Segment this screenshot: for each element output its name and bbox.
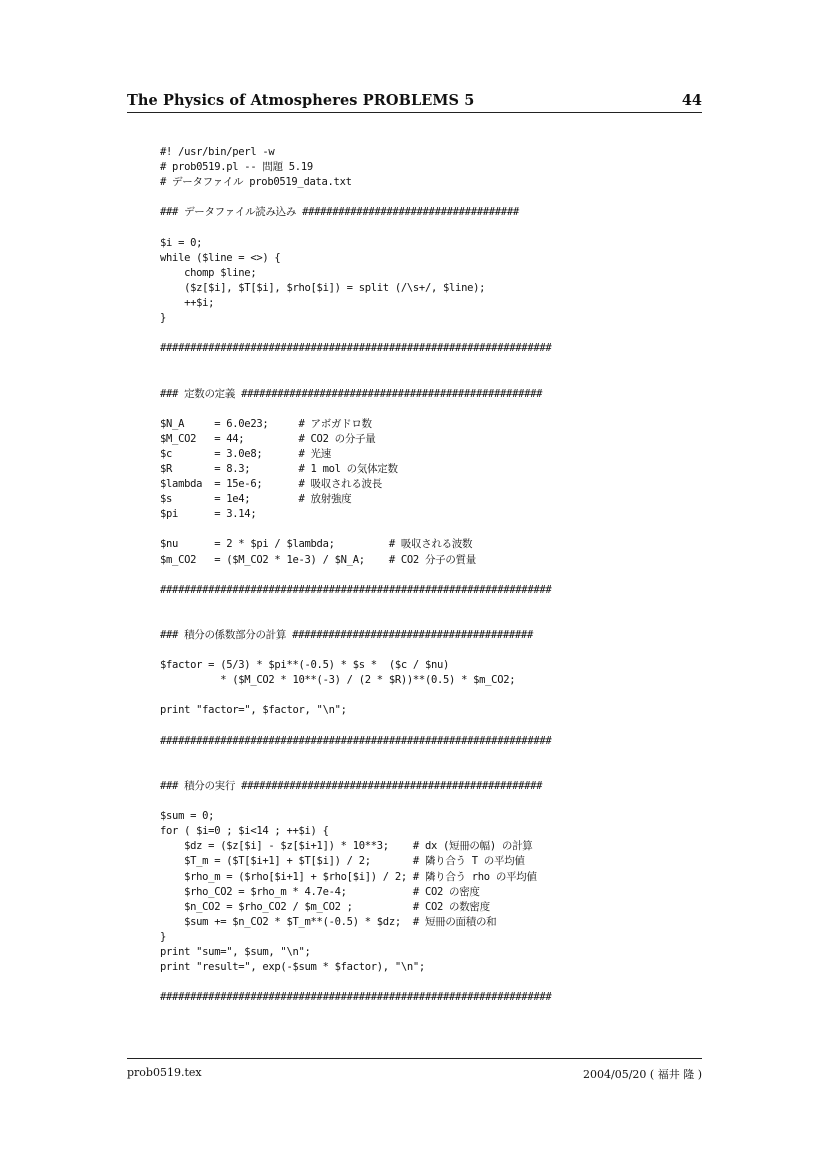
page-footer bbox=[127, 1058, 702, 1083]
code-line bbox=[160, 220, 551, 235]
code-line: # prob0519.pl -- 問題 5.19 bbox=[160, 161, 313, 174]
code-line bbox=[160, 688, 551, 703]
code-line: $m_CO2 = ($M_CO2 * 1e-3) / $N_A; # CO2 分子の質量 bbox=[160, 553, 476, 566]
code-line: $rho_CO2 = $rho_m * 4.7e-4; # CO2 の密度 bbox=[160, 885, 480, 898]
code-line: ### データファイル読み込み #################################### bbox=[160, 206, 519, 219]
code-line: print "result=", exp(-$sum * $factor), "\n"; bbox=[160, 961, 425, 974]
code-line: ### 積分の実行 ################################################## bbox=[160, 779, 543, 792]
code-line: $sum += $n_CO2 * $T_m**(-0.5) * $dz; # 短冊の面積の和 bbox=[160, 915, 497, 928]
code-line bbox=[160, 356, 551, 371]
perl-code-listing bbox=[160, 145, 551, 1005]
code-line: $i = 0; bbox=[160, 236, 203, 249]
code-line: ++$i; bbox=[160, 296, 215, 309]
code-line bbox=[160, 326, 551, 341]
code-line: while ($line = <>) { bbox=[160, 251, 281, 264]
code-line bbox=[160, 371, 551, 386]
code-line: ($z[$i], $T[$i], $rho[$i]) = split (/\s+/, $line); bbox=[160, 281, 486, 294]
code-line: print "factor=", $factor, "\n"; bbox=[160, 704, 347, 717]
code-line bbox=[160, 764, 551, 779]
code-line: $dz = ($z[$i] - $z[$i+1]) * 10**3; # dx (短冊の幅) の計算 bbox=[160, 840, 533, 853]
code-line bbox=[160, 598, 551, 613]
code-line: } bbox=[160, 930, 167, 943]
code-line: $nu = 2 * $pi / $lambda; # 吸収される波数 bbox=[160, 538, 473, 551]
source-filename: prob0519.tex bbox=[127, 1066, 202, 1079]
date-author: 2004/05/20 ( 福井 隆 ) bbox=[583, 1068, 702, 1081]
code-line: $R = 8.3; # 1 mol の気体定数 bbox=[160, 462, 398, 475]
code-line bbox=[160, 719, 551, 734]
code-line: $sum = 0; bbox=[160, 810, 215, 823]
code-line: ################################################################# bbox=[160, 991, 552, 1004]
code-line: ################################################################# bbox=[160, 734, 552, 747]
code-line: $N_A = 6.0e23; # アボガドロ数 bbox=[160, 417, 372, 430]
code-line: $c = 3.0e8; # 光速 bbox=[160, 447, 331, 460]
page-number: 44 bbox=[681, 92, 702, 109]
page-header bbox=[127, 90, 702, 113]
code-line bbox=[160, 749, 551, 764]
code-line bbox=[160, 613, 551, 628]
code-line: $s = 1e4; # 放射強度 bbox=[160, 493, 352, 506]
code-line bbox=[160, 402, 551, 417]
code-line: $n_CO2 = $rho_CO2 / $m_CO2 ; # CO2 の数密度 bbox=[160, 900, 490, 913]
code-line: ################################################################# bbox=[160, 583, 552, 596]
code-line bbox=[160, 190, 551, 205]
code-line: $factor = (5/3) * $pi**(-0.5) * $s * ($c / $nu) bbox=[160, 659, 450, 672]
document-title: The Physics of Atmospheres PROBLEMS 5 bbox=[127, 92, 475, 109]
code-line: $rho_m = ($rho[$i+1] + $rho[$i]) / 2; # 隣り合う rho の平均値 bbox=[160, 870, 537, 883]
code-line: $M_CO2 = 44; # CO2 の分子量 bbox=[160, 432, 376, 445]
code-line: #! /usr/bin/perl -w bbox=[160, 146, 275, 158]
code-line: for ( $i=0 ; $i<14 ; ++$i) { bbox=[160, 825, 329, 838]
code-line: ### 積分の係数部分の計算 ######################################## bbox=[160, 629, 533, 641]
code-line bbox=[160, 568, 551, 583]
code-line: # データファイル prob0519_data.txt bbox=[160, 176, 352, 189]
code-line: * ($M_CO2 * 10**(-3) / (2 * $R))**(0.5) * $m_CO2; bbox=[160, 674, 516, 687]
code-line bbox=[160, 522, 551, 537]
code-line: ################################################################# bbox=[160, 342, 552, 355]
code-line: $pi = 3.14; bbox=[160, 508, 257, 521]
code-line bbox=[160, 794, 551, 809]
code-line: $lambda = 15e-6; # 吸収される波長 bbox=[160, 478, 382, 491]
code-line bbox=[160, 975, 551, 990]
code-line: } bbox=[160, 312, 167, 325]
code-line bbox=[160, 643, 551, 658]
code-line: ### 定数の定義 ################################################## bbox=[160, 387, 543, 400]
code-line: print "sum=", $sum, "\n"; bbox=[160, 945, 311, 958]
code-line: $T_m = ($T[$i+1] + $T[$i]) / 2; # 隣り合う T の平均値 bbox=[160, 855, 525, 868]
code-line: chomp $line; bbox=[160, 266, 257, 279]
